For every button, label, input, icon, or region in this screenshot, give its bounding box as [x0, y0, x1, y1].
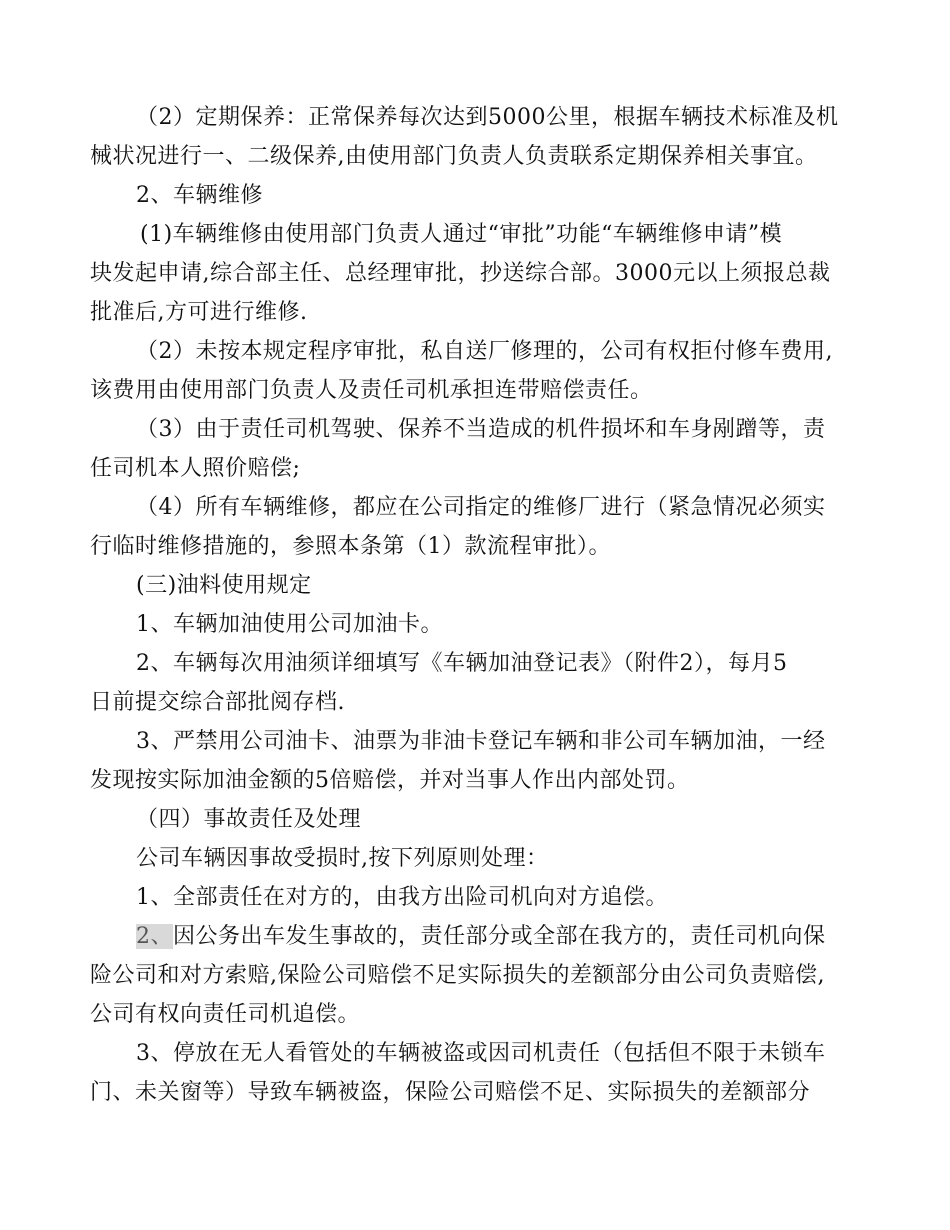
- section-heading: （四）事故责任及处理: [136, 807, 362, 832]
- paragraph-line: 公司有权向责任司机追偿。: [90, 1002, 361, 1027]
- paragraph-line: 1、车辆加油使用公司加油卡。: [136, 612, 443, 637]
- paragraph-text: 因公务出车发生事故的，责任部分或全部在我方的，责任司机向保: [173, 924, 826, 949]
- paragraph-line: 3、停放在无人看管处的车辆被盗或因司机责任（包括但不限于未锁车: [136, 1041, 826, 1066]
- paragraph-line: 门、未关窗等）导致车辆被盗，保险公司赔偿不足、实际损失的差额部分: [90, 1080, 811, 1105]
- paragraph-line: （4）所有车辆维修，都应在公司指定的维修厂进行（紧急情况必须实: [136, 495, 826, 520]
- section-heading: 2、车辆维修: [136, 183, 263, 208]
- paragraph-line: （2）定期保养：正常保养每次达到5000公里，根据车辆技术标准及机: [136, 105, 839, 130]
- paragraph-line: 1、全部责任在对方的，由我方出险司机向对方追偿。: [136, 885, 668, 910]
- paragraph-line: 该费用由使用部门负责人及责任司机承担连带赔偿责任。: [90, 378, 653, 403]
- paragraph-line: 械状况进行一、二级保养,由使用部门负责人负责联系定期保养相关事宜。: [90, 144, 818, 169]
- paragraph-line: 险公司和对方索赔,保险公司赔偿不足实际损失的差额部分由公司负责赔偿,: [90, 963, 825, 988]
- paragraph-line: 3、严禁用公司油卡、油票为非油卡登记车辆和非公司车辆加油，一经: [136, 729, 826, 754]
- paragraph-line: 任司机本人照价赔偿;: [90, 456, 301, 481]
- paragraph-line: 日前提交综合部批阅存档.: [90, 690, 345, 715]
- paragraph-line: 公司车辆因事故受损时,按下列原则处理：: [136, 846, 549, 871]
- paragraph-line: （2）未按本规定程序审批，私自送厂修理的，公司有权拒付修车费用,: [136, 339, 833, 364]
- section-heading: (三)油料使用规定: [136, 573, 312, 598]
- document-page: [90, 98, 862, 1112]
- paragraph-line: 行临时维修措施的，参照本条第（1）款流程审批）。: [90, 534, 611, 559]
- highlighted-list-marker: 2、: [136, 924, 173, 949]
- paragraph-line: 2、车辆每次用油须详细填写《车辆加油登记表》（附件2），每月5: [136, 651, 788, 676]
- paragraph-line: （3）由于责任司机驾驶、保养不当造成的机件损坏和车身剐蹭等，责: [136, 417, 826, 442]
- paragraph-line: 块发起申请,综合部主任、总经理审批，抄送综合部。3000元以上须报总裁: [90, 261, 831, 286]
- paragraph-line: [90, 917, 862, 956]
- paragraph-line: (1)车辆维修由使用部门负责人通过“审批”功能“车辆维修申请”模: [140, 222, 783, 247]
- paragraph-line: 发现按实际加油金额的5倍赔偿，并对当事人作出内部处罚。: [90, 768, 690, 793]
- paragraph-line: 批准后,方可进行维修.: [90, 300, 308, 325]
